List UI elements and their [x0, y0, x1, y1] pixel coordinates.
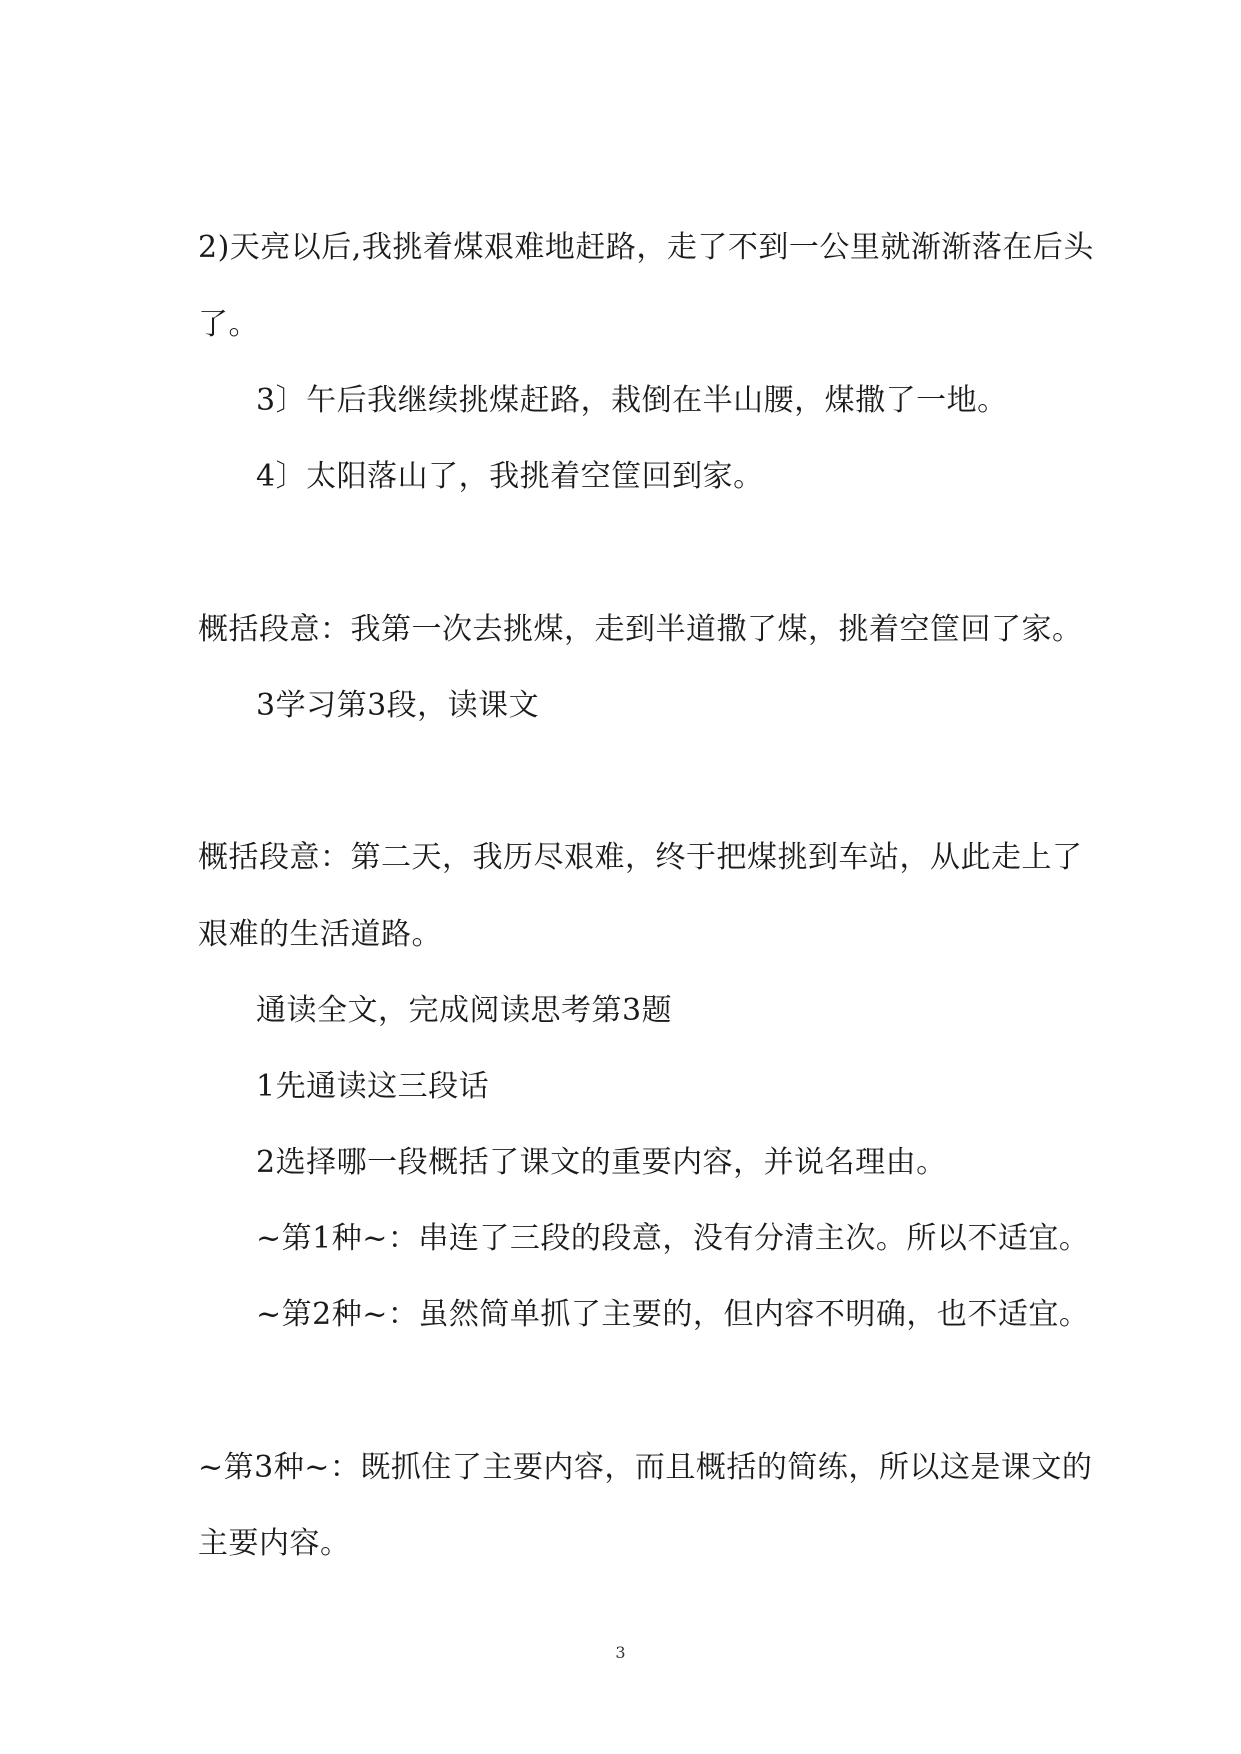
text-line: ~第1种~：串连了三段的段意，没有分清主次。所以不适宜。	[256, 1221, 1090, 1256]
text-line: ~第3种~：既抓住了主要内容，而且概括的简练，所以这是课文的	[198, 1450, 1093, 1485]
text-line: 概括段意：第二天，我历尽艰难，终于把煤挑到车站，从此走上了	[198, 840, 1083, 875]
text-line: 通读全文，完成阅读思考第3题	[256, 993, 673, 1028]
text-line: 4〕太阳落山了，我挑着空筐回到家。	[256, 459, 764, 494]
text-line: 2选择哪一段概括了课文的重要内容，并说名理由。	[256, 1145, 947, 1180]
text-line: 1先通读这三段话	[256, 1069, 490, 1104]
page-number: 3	[615, 1643, 626, 1662]
text-line: 3〕午后我继续挑煤赶路，栽倒在半山腰，煤撒了一地。	[256, 383, 1008, 418]
text-line: 了。	[198, 307, 259, 342]
text-line: 主要内容。	[198, 1526, 351, 1561]
text-line: 3学习第3段，读课文	[256, 688, 540, 723]
text-line: 概括段意：我第一次去挑煤，走到半道撒了煤，挑着空筐回了家。	[198, 612, 1083, 647]
text-line: ~第2种~：虽然简单抓了主要的，但内容不明确，也不适宜。	[256, 1297, 1090, 1332]
text-line: 艰难的生活道路。	[198, 917, 442, 952]
text-line: 2)天亮以后,我挑着煤艰难地赶路，走了不到一公里就渐渐落在后头	[198, 230, 1094, 265]
